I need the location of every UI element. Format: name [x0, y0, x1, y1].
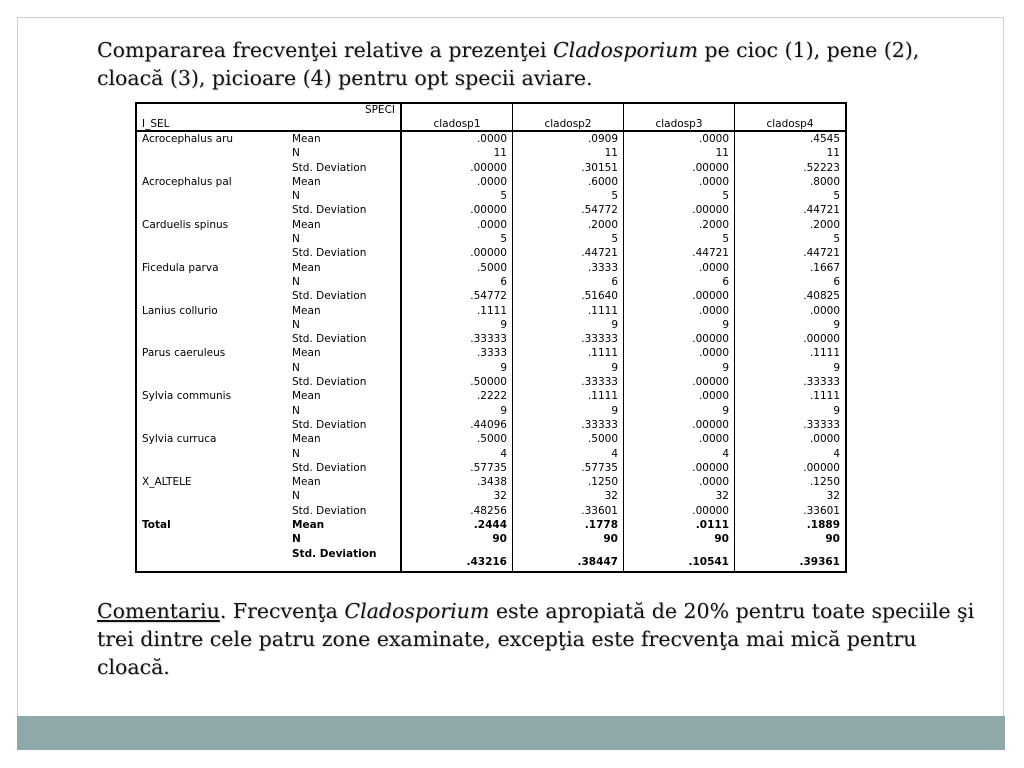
table-row: [136, 489, 846, 503]
value-cell: .00000: [624, 375, 735, 389]
statistic-cell: Std. Deviation: [292, 461, 367, 474]
value-cell: 5: [735, 232, 847, 246]
species-cell: [136, 361, 287, 375]
value-cell: 5: [513, 189, 624, 203]
value-cell: .43216: [401, 547, 513, 572]
statistic-cell: Std. Deviation: [292, 204, 367, 217]
value-cell: 6: [735, 275, 847, 289]
statistic-cell: Mean: [292, 476, 321, 489]
value-cell: 4: [624, 447, 735, 461]
value-cell: .44721: [624, 246, 735, 260]
comment-italic: Cladosporium: [344, 599, 490, 623]
header-isel: I_SEL: [142, 118, 170, 130]
value-cell: 9: [624, 404, 735, 418]
value-cell: .0000: [624, 389, 735, 403]
species-cell: [136, 375, 287, 389]
value-cell: 9: [513, 404, 624, 418]
statistic-cell: Std. Deviation: [292, 547, 377, 560]
value-cell: .1111: [401, 304, 513, 318]
value-cell: 4: [735, 447, 847, 461]
species-cell: Sylvia curruca: [142, 433, 217, 446]
species-cell: [136, 504, 287, 518]
value-cell: 5: [513, 232, 624, 246]
value-cell: .8000: [735, 175, 847, 189]
value-cell: .1667: [735, 261, 847, 275]
value-cell: .0000: [624, 475, 735, 489]
value-cell: 11: [624, 146, 735, 160]
statistic-cell: Mean: [292, 304, 321, 317]
species-cell: Lanius collurio: [142, 304, 218, 317]
statistic-cell: N: [292, 447, 300, 460]
value-cell: .2222: [401, 389, 513, 403]
value-cell: .33333: [513, 418, 624, 432]
species-cell: [136, 275, 287, 289]
value-cell: 9: [401, 318, 513, 332]
comment-label: Comentariu: [97, 599, 220, 623]
species-cell: [136, 146, 287, 160]
statistic-cell: N: [292, 318, 300, 331]
species-cell: [136, 418, 287, 432]
value-cell: 4: [513, 447, 624, 461]
value-cell: 90: [513, 532, 624, 546]
statistic-cell: Mean: [292, 433, 321, 446]
value-cell: 6: [624, 275, 735, 289]
table-row: [136, 547, 846, 572]
value-cell: 9: [513, 361, 624, 375]
species-cell: [136, 532, 287, 546]
value-cell: .3333: [401, 346, 513, 360]
statistic-cell: N: [292, 147, 300, 160]
species-cell: Carduelis spinus: [142, 218, 229, 231]
table-row: [136, 146, 846, 160]
column-header: cladosp2: [513, 103, 624, 131]
value-cell: .5000: [513, 432, 624, 446]
value-cell: .52223: [735, 161, 847, 175]
value-cell: .00000: [401, 161, 513, 175]
value-cell: .54772: [401, 289, 513, 303]
value-cell: .33333: [735, 418, 847, 432]
value-cell: 6: [513, 275, 624, 289]
value-cell: .0000: [624, 131, 735, 146]
table-row: [136, 203, 846, 217]
table-row: [136, 175, 846, 189]
statistics-table: [135, 102, 847, 573]
value-cell: .1111: [513, 389, 624, 403]
value-cell: 9: [401, 404, 513, 418]
column-header: cladosp3: [624, 103, 735, 131]
value-cell: .00000: [401, 203, 513, 217]
statistic-cell: N: [292, 533, 301, 546]
value-cell: .00000: [624, 332, 735, 346]
species-cell: Acrocephalus pal: [142, 175, 232, 188]
species-cell: [136, 404, 287, 418]
value-cell: .00000: [735, 461, 847, 475]
table-row: [136, 289, 846, 303]
species-cell: [136, 203, 287, 217]
comment-paragraph: [97, 597, 977, 681]
table-row: [136, 131, 846, 146]
statistic-cell: N: [292, 190, 300, 203]
statistic-cell: N: [292, 361, 300, 374]
value-cell: .44721: [735, 203, 847, 217]
value-cell: 11: [513, 146, 624, 160]
column-header: cladosp1: [401, 103, 513, 131]
value-cell: .38447: [513, 547, 624, 572]
table-row: [136, 246, 846, 260]
value-cell: .33333: [401, 332, 513, 346]
value-cell: .33601: [513, 504, 624, 518]
value-cell: .00000: [401, 246, 513, 260]
value-cell: .57735: [513, 461, 624, 475]
value-cell: .0000: [624, 261, 735, 275]
species-cell: [136, 489, 287, 503]
value-cell: 90: [401, 532, 513, 546]
value-cell: 5: [624, 232, 735, 246]
species-cell: [136, 232, 287, 246]
table-row: [136, 304, 846, 318]
value-cell: 32: [624, 489, 735, 503]
value-cell: .0000: [735, 304, 847, 318]
value-cell: .44721: [735, 246, 847, 260]
table-row: [136, 447, 846, 461]
value-cell: .48256: [401, 504, 513, 518]
value-cell: .00000: [624, 418, 735, 432]
species-cell: Ficedula parva: [142, 261, 219, 274]
value-cell: .00000: [624, 461, 735, 475]
statistic-cell: Mean: [292, 347, 321, 360]
value-cell: .1111: [513, 304, 624, 318]
species-cell: Parus caeruleus: [142, 347, 226, 360]
value-cell: .44096: [401, 418, 513, 432]
value-cell: .1111: [735, 346, 847, 360]
value-cell: 90: [624, 532, 735, 546]
statistic-cell: Std. Deviation: [292, 247, 367, 260]
value-cell: .0000: [624, 346, 735, 360]
statistic-cell: Std. Deviation: [292, 333, 367, 346]
comment-part2: este apropiată de 20% pentru toate speciile şi trei dintre cele patru zone examinate, excepţia este frecvenţa mai mică pentru cloacă.: [97, 599, 975, 679]
value-cell: .30151: [513, 161, 624, 175]
column-header: cladosp4: [735, 103, 847, 131]
species-cell: [136, 161, 287, 175]
table-row: [136, 389, 846, 403]
statistic-cell: Mean: [292, 390, 321, 403]
value-cell: .54772: [513, 203, 624, 217]
value-cell: .0000: [401, 218, 513, 232]
value-cell: .2444: [401, 518, 513, 532]
value-cell: .2000: [513, 218, 624, 232]
statistic-cell: N: [292, 404, 300, 417]
table-row: [136, 161, 846, 175]
value-cell: .0000: [624, 304, 735, 318]
value-cell: 9: [624, 318, 735, 332]
statistic-cell: N: [292, 233, 300, 246]
statistic-cell: Std. Deviation: [292, 290, 367, 303]
table-row: [136, 518, 846, 532]
value-cell: .0000: [624, 432, 735, 446]
value-cell: .0000: [624, 175, 735, 189]
statistic-cell: Mean: [292, 519, 325, 532]
value-cell: 9: [401, 361, 513, 375]
value-cell: .33333: [513, 375, 624, 389]
statistic-cell: Std. Deviation: [292, 418, 367, 431]
value-cell: .1778: [513, 518, 624, 532]
table-row: [136, 332, 846, 346]
table-row: [136, 346, 846, 360]
species-cell: [136, 289, 287, 303]
statistic-cell: Mean: [292, 218, 321, 231]
table-row: [136, 461, 846, 475]
statistic-cell: Std. Deviation: [292, 504, 367, 517]
value-cell: 5: [735, 189, 847, 203]
table-row: [136, 504, 846, 518]
comment-part1: . Frecvenţa: [219, 599, 345, 623]
value-cell: .3333: [513, 261, 624, 275]
statistic-cell: Mean: [292, 133, 321, 145]
value-cell: .5000: [401, 261, 513, 275]
value-cell: .2000: [735, 218, 847, 232]
species-cell: [136, 447, 287, 461]
value-cell: 90: [735, 532, 847, 546]
title-part2: pe cioc (1), pene (2), cloacă (3), picioare (4) pentru opt specii aviare.: [97, 38, 920, 90]
table-row: [136, 375, 846, 389]
value-cell: .10541: [624, 547, 735, 572]
statistic-cell: N: [292, 275, 300, 288]
value-cell: .40825: [735, 289, 847, 303]
value-cell: 5: [401, 189, 513, 203]
value-cell: 11: [735, 146, 847, 160]
value-cell: .50000: [401, 375, 513, 389]
value-cell: .00000: [624, 203, 735, 217]
value-cell: 32: [735, 489, 847, 503]
slide-title: [97, 36, 957, 92]
table-row: [136, 189, 846, 203]
table-header-row: [136, 103, 846, 131]
value-cell: .33601: [735, 504, 847, 518]
species-cell: [136, 332, 287, 346]
value-cell: 9: [513, 318, 624, 332]
value-cell: 11: [401, 146, 513, 160]
species-cell: [136, 246, 287, 260]
header-speci: SPECI: [364, 104, 395, 116]
table-row: [136, 218, 846, 232]
value-cell: .44721: [513, 246, 624, 260]
value-cell: .1250: [513, 475, 624, 489]
value-cell: .00000: [624, 289, 735, 303]
value-cell: .00000: [624, 161, 735, 175]
statistic-cell: Std. Deviation: [292, 161, 367, 174]
header-stub: [136, 103, 401, 131]
value-cell: 9: [624, 361, 735, 375]
value-cell: .0000: [735, 432, 847, 446]
species-cell: [136, 547, 287, 572]
species-cell: X_ALTELE: [142, 476, 192, 489]
table-row: [136, 432, 846, 446]
species-cell: [136, 318, 287, 332]
value-cell: 9: [735, 404, 847, 418]
value-cell: 6: [401, 275, 513, 289]
value-cell: .57735: [401, 461, 513, 475]
value-cell: 32: [401, 489, 513, 503]
value-cell: .1250: [735, 475, 847, 489]
table-row: [136, 418, 846, 432]
value-cell: .00000: [624, 504, 735, 518]
value-cell: 4: [401, 447, 513, 461]
table-row: [136, 532, 846, 546]
value-cell: .1111: [735, 389, 847, 403]
species-cell: Acrocephalus aru: [142, 133, 234, 145]
value-cell: 9: [735, 318, 847, 332]
value-cell: .0111: [624, 518, 735, 532]
value-cell: .00000: [735, 332, 847, 346]
value-cell: .1889: [735, 518, 847, 532]
value-cell: .39361: [735, 547, 847, 572]
species-cell: Sylvia communis: [142, 390, 232, 403]
title-part1: Compararea frecvenţei relative a prezenţei: [97, 38, 553, 62]
value-cell: .1111: [513, 346, 624, 360]
value-cell: .33333: [513, 332, 624, 346]
value-cell: .2000: [624, 218, 735, 232]
footer-band: [17, 716, 1005, 750]
value-cell: .0000: [401, 175, 513, 189]
table-row: [136, 318, 846, 332]
value-cell: .0000: [401, 131, 513, 146]
value-cell: .6000: [513, 175, 624, 189]
title-italic: Cladosporium: [552, 38, 698, 62]
table-row: [136, 261, 846, 275]
species-cell: [136, 189, 287, 203]
statistic-cell: N: [292, 490, 300, 503]
value-cell: 5: [624, 189, 735, 203]
statistic-cell: Mean: [292, 175, 321, 188]
table-row: [136, 361, 846, 375]
table-row: [136, 275, 846, 289]
value-cell: 5: [401, 232, 513, 246]
value-cell: .51640: [513, 289, 624, 303]
value-cell: .3438: [401, 475, 513, 489]
table-row: [136, 404, 846, 418]
table-row: [136, 232, 846, 246]
value-cell: 9: [735, 361, 847, 375]
statistic-cell: Mean: [292, 261, 321, 274]
species-cell: [136, 461, 287, 475]
statistic-cell: Std. Deviation: [292, 376, 367, 389]
value-cell: .33333: [735, 375, 847, 389]
value-cell: .4545: [735, 131, 847, 146]
value-cell: 32: [513, 489, 624, 503]
species-cell: Total: [142, 519, 171, 532]
value-cell: .0909: [513, 131, 624, 146]
value-cell: .5000: [401, 432, 513, 446]
table-row: [136, 475, 846, 489]
statistics-table-wrapper: [135, 102, 847, 573]
